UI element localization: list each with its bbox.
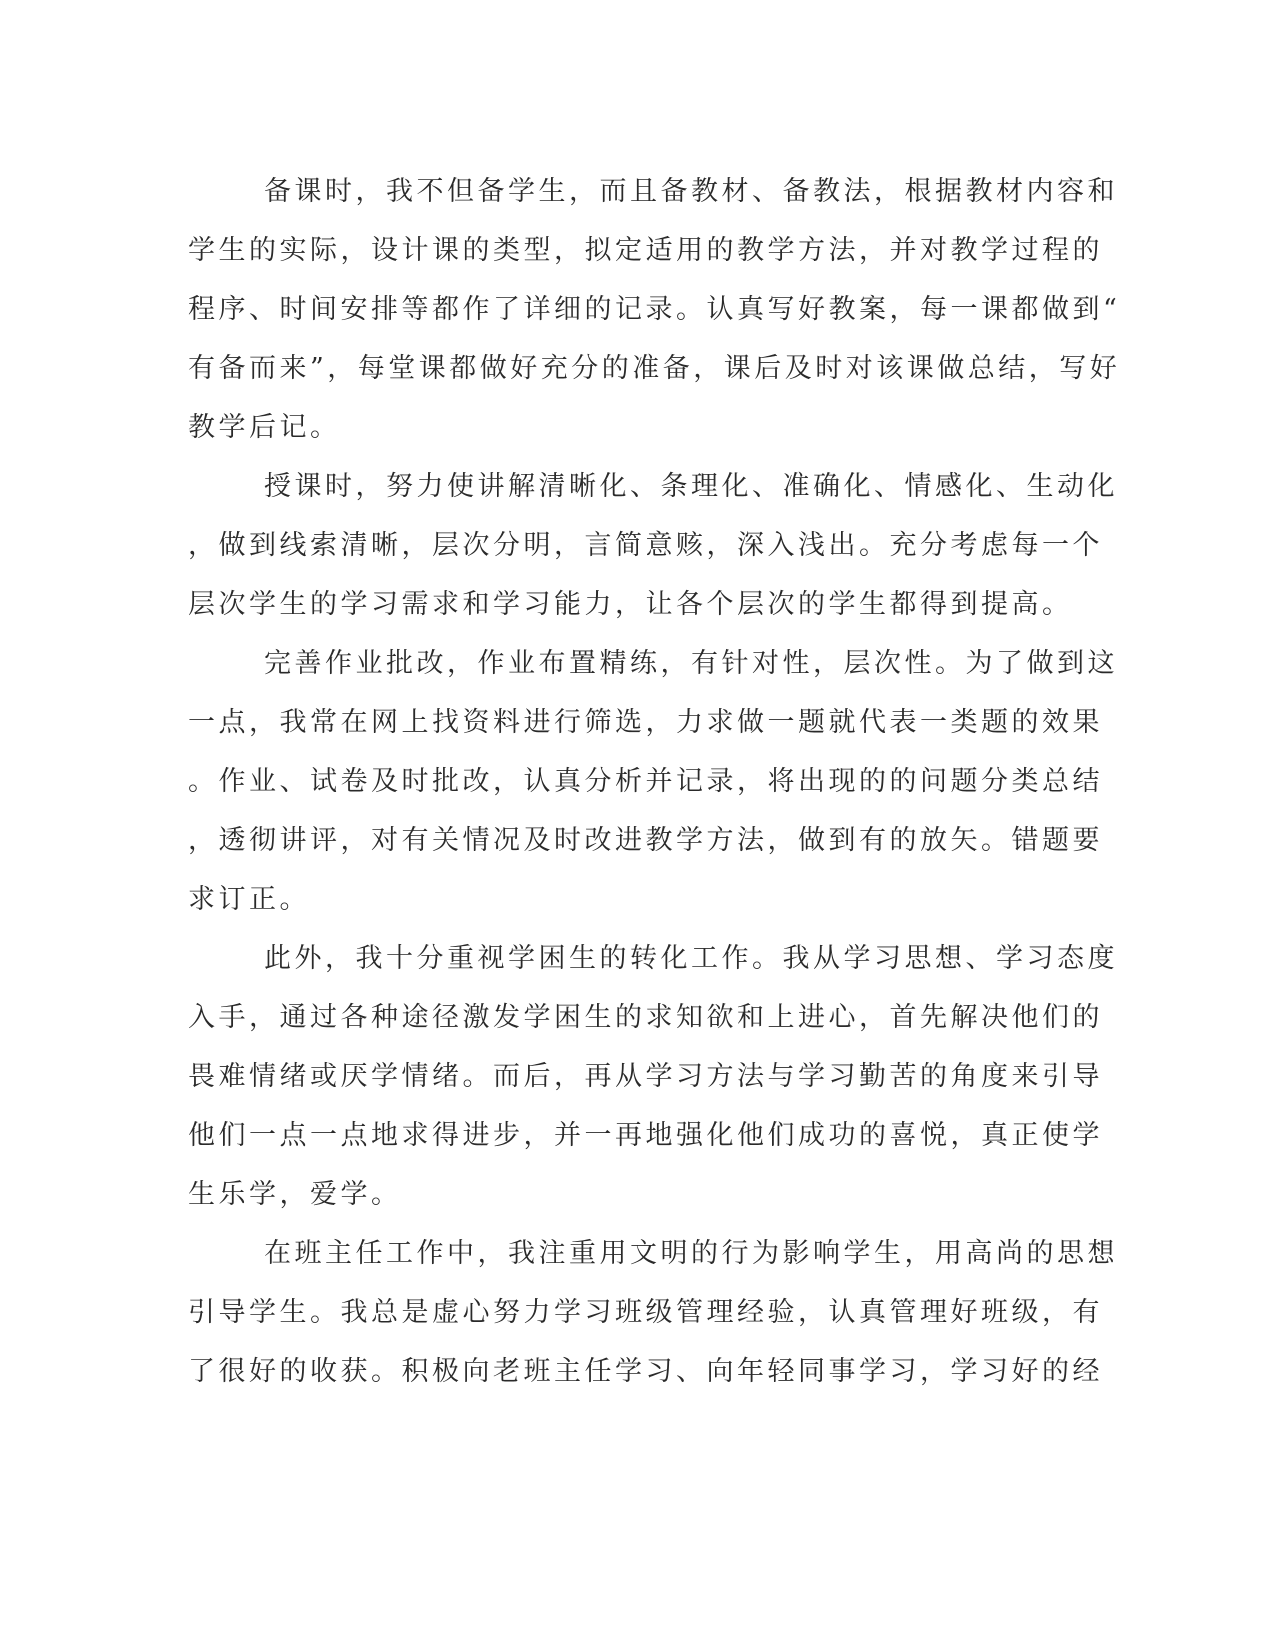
text-line: 一点，我常在网上找资料进行筛选，力求做一题就代表一类题的效果 [188,707,1103,738]
text-line: 引导学生。我总是虚心努力学习班级管理经验，认真管理好班级，有 [188,1297,1103,1328]
text-line: 此外，我十分重视学困生的转化工作。我从学习思想、学习态度 [264,943,1118,974]
text-line: 有备而来”，每堂课都做好充分的准备，课后及时对该课做总结，写好 [188,353,1121,384]
text-line: 备课时，我不但备学生，而且备教材、备教法，根据教材内容和 [264,176,1118,207]
text-line: 生乐学，爱学。 [188,1179,402,1210]
text-line: 程序、时间安排等都作了详细的记录。认真写好教案，每一课都做到“ [188,294,1121,325]
text-line: 在班主任工作中，我注重用文明的行为影响学生，用高尚的思想 [264,1238,1118,1269]
text-line: 畏难情绪或厌学情绪。而后，再从学习方法与学习勤苦的角度来引导 [188,1061,1103,1092]
text-line: 层次学生的学习需求和学习能力，让各个层次的学生都得到提高。 [188,589,1073,620]
paragraph-homework [188,634,1118,929]
text-line: 入手，通过各种途径激发学困生的求知欲和上进心，首先解决他们的 [188,1002,1103,1033]
text-line: 授课时，努力使讲解清晰化、条理化、准确化、情感化、生动化 [264,471,1118,502]
paragraph-struggling-students [188,929,1118,1224]
document-body [188,162,1121,1401]
text-line: 教学后记。 [188,412,341,443]
text-line: ，透彻讲评，对有关情况及时改进教学方法，做到有的放矢。错题要 [188,825,1103,856]
text-line: 求订正。 [188,884,310,915]
text-line: ，做到线索清晰，层次分明，言简意赅，深入浅出。充分考虑每一个 [188,530,1103,561]
paragraph-teaching [188,457,1118,634]
text-line: 完善作业批改，作业布置精练，有针对性，层次性。为了做到这 [264,648,1118,679]
text-line: 。作业、试卷及时批改，认真分析并记录，将出现的的问题分类总结 [188,766,1103,797]
text-line: 学生的实际，设计课的类型，拟定适用的教学方法，并对教学过程的 [188,235,1103,266]
text-line: 他们一点一点地求得进步，并一再地强化他们成功的喜悦，真正使学 [188,1120,1103,1151]
paragraph-class-teacher [188,1224,1118,1401]
text-line: 了很好的收获。积极向老班主任学习、向年轻同事学习，学习好的经 [188,1356,1103,1387]
paragraph-lesson-preparation [188,162,1121,457]
